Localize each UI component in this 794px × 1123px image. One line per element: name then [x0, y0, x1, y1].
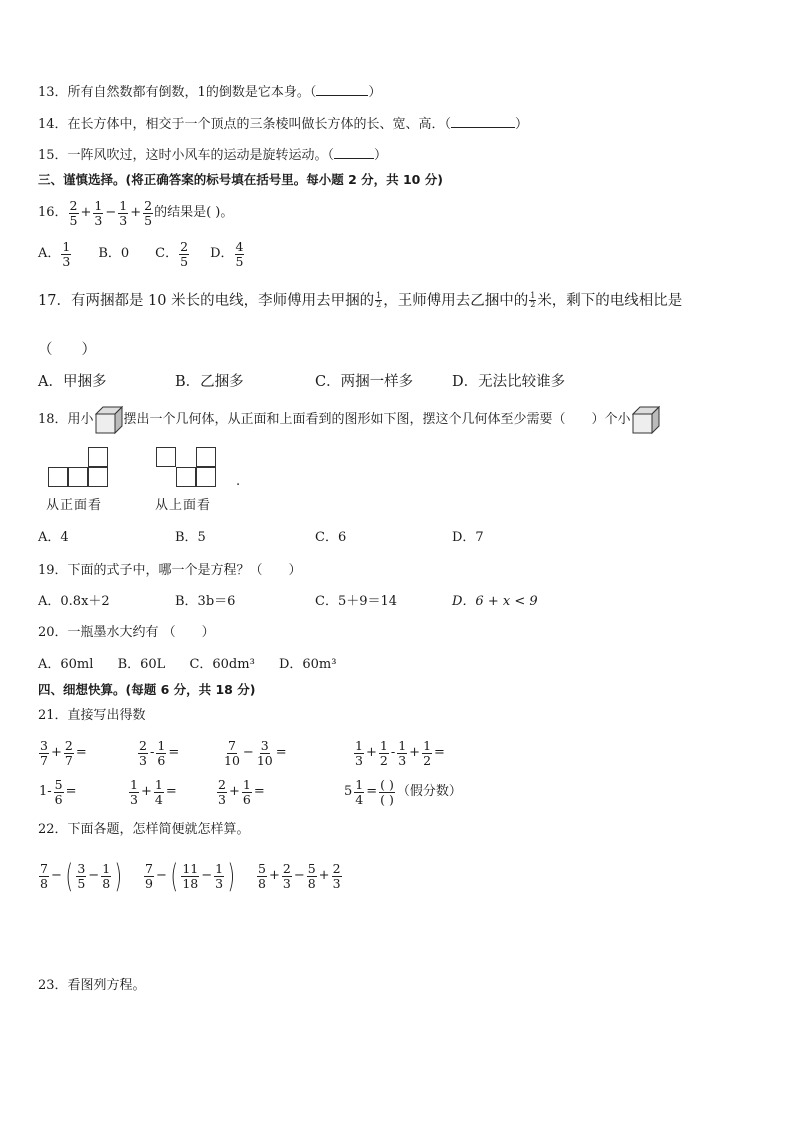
period: . [236, 474, 241, 489]
operator: − [293, 868, 305, 883]
fraction: 2 3 [139, 737, 147, 768]
operator: − [105, 205, 117, 220]
operator: + [365, 745, 377, 760]
calc-item[interactable] [216, 773, 266, 811]
front-view-figure [48, 447, 110, 489]
operator: = [75, 745, 87, 760]
operator: 5 [344, 784, 353, 799]
option-a[interactable]: A． 1 3 [38, 238, 71, 269]
fraction: $\frac{2}{3}$ [282, 860, 291, 891]
fraction: $\frac{1}{3}$ [94, 197, 103, 228]
operator: = [434, 745, 445, 760]
option-a[interactable]: A．0.8x＋2 [38, 594, 110, 609]
fraction: 1 2 [530, 291, 536, 309]
operator: - [390, 745, 396, 760]
calc-item[interactable] [222, 734, 288, 772]
option-c[interactable]: C．60dm³ [189, 657, 255, 672]
operator: + [50, 745, 62, 760]
option-d[interactable]: D． 4 5 [210, 238, 244, 269]
fraction: $\frac{1}{6}$ [157, 737, 166, 768]
operator: = [253, 784, 265, 799]
fraction: 2 3 [218, 776, 226, 807]
fraction: 7 10 [224, 737, 240, 768]
section-4-heading: 四、细想快算。(每题 6 分，共 18 分) [38, 682, 256, 697]
q17-answer-paren[interactable]: （ ） [38, 342, 96, 358]
operator: + [80, 205, 92, 220]
operator: + [318, 868, 330, 883]
front-view-label: 从正面看 [46, 498, 103, 513]
top-view-label: 从上面看 [155, 498, 212, 513]
operator: + [409, 745, 421, 760]
question-17: 17．有两捆都是 10 米长的电线，李师傅用去甲捆的 1 2 ，王师傅用去乙捆中的 1 2 米，剩下的电线相比是 [38, 291, 683, 309]
fraction: 3 7 [40, 737, 48, 768]
option-c[interactable]: C．两捆一样多 [315, 374, 414, 390]
answer-blank[interactable] [451, 115, 515, 128]
operator: + [140, 784, 152, 799]
fraction: 1 3 [398, 737, 407, 768]
option-b[interactable]: B．0 [98, 246, 130, 261]
operator: = [168, 745, 180, 760]
fraction: $\frac{5}{6}$ [54, 776, 63, 807]
operator: 1- [39, 784, 52, 799]
fraction: $\frac{5}{8}$ [307, 860, 316, 891]
option-d[interactable]: D．7 [452, 530, 484, 545]
q22-expression-1[interactable]: 7 8 − ( 3 5 − $\frac{1}{8}$ ) [40, 857, 123, 895]
operator: + [268, 868, 280, 883]
fraction: 5 8 [258, 860, 266, 891]
question-20: 20．一瓶墨水大约有 （ ） [38, 625, 215, 640]
calc-item[interactable] [353, 734, 446, 772]
fraction: $\frac{1}{2}$ [379, 737, 388, 768]
option-b[interactable]: B．乙捆多 [175, 374, 244, 390]
option-a[interactable]: A．甲捆多 [38, 374, 107, 390]
option-a[interactable]: A．60ml [38, 657, 94, 672]
option-d[interactable]: D．无法比较谁多 [452, 374, 566, 390]
operator: = [165, 784, 177, 799]
option-c[interactable]: C．5＋9＝14 [315, 594, 398, 609]
option-b[interactable]: B．60L [117, 657, 166, 672]
answer-blank[interactable] [316, 83, 368, 96]
operator: = [275, 745, 287, 760]
q22-expression-3[interactable] [256, 854, 343, 898]
operator: − [242, 745, 254, 760]
question-19: 19．下面的式子中，哪一个是方程？（ ） [38, 563, 302, 578]
option-d[interactable]: D．6 + x < 9 [452, 594, 538, 609]
q22-expression-2[interactable]: 7 9 − ( 11 18 − $\frac{1}{3}$ ) [145, 857, 236, 895]
question-16: 16． 2 5 + $\frac{1}{3}$ − $\frac{1}{3}$ + $\frac{2}{5}$ 的结果是( )。 [38, 197, 234, 228]
q16-expression [68, 199, 155, 228]
fraction: $\frac{1}{4}$ [355, 776, 364, 807]
question-22: 22．下面各题，怎样简便就怎样算。 [38, 822, 250, 837]
fraction: $\frac{1}{2}$ [423, 737, 432, 768]
cube-icon [94, 405, 124, 435]
operator: （假分数） [396, 784, 462, 799]
calc-item[interactable] [343, 773, 463, 811]
operator: = [65, 784, 77, 799]
fraction: $\frac{3}{10}$ [256, 737, 273, 768]
operator: + [130, 205, 142, 220]
option-b[interactable]: B．3b＝6 [175, 594, 236, 609]
top-view-figure [156, 447, 218, 489]
operator: = [366, 784, 378, 799]
question-21: 21．直接写出得数 [38, 708, 146, 723]
option-c[interactable]: C．6 [315, 530, 347, 545]
fraction: $\frac{1}{6}$ [242, 776, 251, 807]
fraction: 2 5 [69, 197, 78, 228]
option-a[interactable]: A．4 [38, 530, 69, 545]
fraction: 1 3 [130, 776, 138, 807]
fraction: $\frac{2}{3}$ [332, 860, 341, 891]
fraction: ( ) ( ) [380, 776, 394, 807]
calc-item[interactable] [128, 773, 178, 811]
fraction: 1 3 [355, 737, 363, 768]
option-c[interactable]: C． 2 5 [155, 238, 189, 269]
question-18: 18．用小 摆出一个几何体，从正面和上面看到的图形如下图，摆这个几何体至少需要（ ）个小 [38, 404, 661, 436]
fraction: $\frac{2}{5}$ [144, 197, 153, 228]
question-13: 13．所有自然数都有倒数，1的倒数是它本身。（ ） [38, 85, 382, 100]
calc-item[interactable] [38, 734, 88, 772]
question-15: 15．一阵风吹过，这时小风车的运动是旋转运动。（ ） [38, 148, 388, 163]
operator: - [149, 745, 155, 760]
option-b[interactable]: B．5 [175, 530, 206, 545]
section-3-heading: 三、谨慎选择。(将正确答案的标号填在括号里。每小题 2 分，共 10 分) [38, 172, 443, 187]
calc-item[interactable] [38, 773, 78, 811]
q16-options [38, 236, 245, 272]
answer-blank[interactable] [334, 146, 374, 159]
option-d[interactable]: D．60m³ [278, 657, 337, 672]
calc-item[interactable] [137, 734, 180, 772]
fraction: $\frac{1}{4}$ [154, 776, 163, 807]
fraction: 1 2 [376, 291, 382, 309]
question-14: 14．在长方体中，相交于一个顶点的三条棱叫做长方体的长、宽、高．（ ） [38, 117, 529, 132]
question-23: 23．看图列方程。 [38, 978, 146, 993]
fraction: $\frac{2}{7}$ [64, 737, 73, 768]
q20-options [38, 657, 336, 673]
operator: + [228, 784, 240, 799]
fraction: $\frac{1}{3}$ [119, 197, 128, 228]
cube-icon [631, 405, 661, 435]
